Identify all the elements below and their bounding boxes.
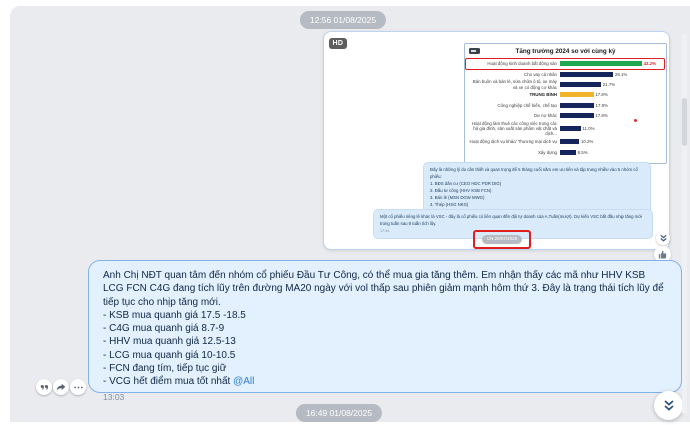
chart-value-label: 28.1% [614, 71, 628, 77]
red-annotation-box [473, 230, 531, 249]
chart-category-label: TRUNG BÌNH [529, 92, 557, 98]
chart-bar [560, 72, 613, 77]
chart-category-label: Hoạt động làm thuê các công việc trong các hộ gia đình, sản xuất sản phẩm vật chất và dịch... [471, 120, 557, 137]
chart-row [468, 69, 663, 79]
date-separator-embedded: CN 20/07/2025 [482, 235, 522, 245]
chart-value-label: 17.8% [595, 92, 608, 98]
message-line: - C4G mua quanh giá 8.7-9 [103, 323, 225, 335]
quote-button[interactable] [36, 379, 52, 395]
chart-bar [560, 61, 642, 66]
chart-value-label: 8.5% [577, 149, 588, 155]
embedded-list-item: 3. Bán lẻ (MSN DGW MWG) [430, 195, 485, 200]
chart-rows [468, 59, 663, 158]
embedded-bubble2-text: Một cổ phiếu riêng lẻ khác là VSC - đây là cổ phiếu có liên quan đến đội tự doanh của A.Tuấn(mượt). Dự kiến VSC bắt đầu nhịp tăng mới trong tuần sau 8 tuần tích lũy. [380, 214, 643, 226]
chart-category-label: Hoạt động dịch vụ khác/ Thương mại dịch vụ [469, 139, 557, 145]
message-bubble [88, 260, 682, 402]
chart-bar [560, 139, 579, 144]
chart-category-label: Bán buôn và bán lẻ, sửa chữa ô tô, xe máy và xe có động cơ khác [472, 79, 557, 90]
more-button[interactable] [70, 379, 86, 395]
chart-bar [560, 126, 581, 131]
chart-category-label: Xây dựng [537, 149, 557, 155]
chart-bar-track [560, 139, 661, 144]
forward-button[interactable] [53, 379, 69, 395]
embedded-list-item: 1. BĐS dân cư (CEO HDC PDR DIG) [430, 181, 502, 186]
message-lines [103, 309, 667, 389]
more-icon [74, 386, 83, 389]
chart-bar [560, 113, 594, 118]
chart-bar-track [560, 103, 661, 108]
message-line: - KSB mua quanh giá 17.5 -18.5 [103, 309, 246, 321]
chart-bar-track [560, 61, 661, 66]
message-line: - HHV mua quanh giá 12.5-13 [103, 336, 236, 348]
chart-title: Tăng trưởng 2024 so với cùng kỳ [515, 48, 616, 55]
message-line: - FCN đang tím, tiếp tục giữ [103, 363, 227, 375]
chart-category-label: Công nghiệp chế biến, chế tạo [497, 102, 557, 108]
date-separator-bottom: 16:49 01/08/2025 [296, 404, 382, 422]
scrollbar-thumb[interactable] [682, 98, 687, 146]
chart-row [468, 137, 663, 147]
chart-bar [560, 103, 594, 108]
message-paragraph: Anh Chị NĐT quan tâm đến nhóm cổ phiếu Đầu Tư Công, có thể mua gia tăng thêm. Em nhận thấy các mã như HHV KSB LCG FCN C4G đang tích lũy trên đường MA20 ngày với vol thấp sau phiên giảm mạnh hôm thứ 3. Đây là trạng thái tích lũy để tiếp tục cho nhịp tăng mới. [103, 270, 664, 308]
chart-bar [560, 150, 576, 155]
forward-icon [56, 383, 66, 391]
scroll-to-bottom-button[interactable] [654, 391, 683, 420]
chart-bar-track [560, 82, 661, 87]
double-chevron-down-icon [662, 399, 676, 412]
chart-row [468, 147, 663, 157]
chart-row [468, 90, 663, 100]
embedded-list-item: 2. Đầu tư công (HHV KSB FCN) [430, 188, 492, 193]
chart-category-label: Cho vay cá nhân [524, 71, 557, 77]
chart-logo-badge [469, 48, 480, 54]
chart-bar [560, 92, 594, 97]
date-separator-top: 12:56 01/08/2025 [300, 11, 386, 29]
chart-row [468, 79, 663, 89]
embedded-bubble2-time: 17:44 [380, 229, 390, 233]
embedded-image-message[interactable] [323, 31, 670, 250]
chart-value-label: 21.7% [602, 82, 616, 88]
chart-category-label: Dư nợ khác [533, 113, 557, 119]
red-dot-annotation [634, 119, 637, 122]
thumbs-up-icon [657, 249, 668, 260]
chart-bar-track [560, 126, 661, 131]
message-line: - VCG hết điểm mua tốt nhất @All [103, 376, 255, 388]
chart-category-label: Hoạt động kinh doanh bất động sản [487, 61, 557, 67]
hd-quality-badge: HD [329, 38, 347, 49]
message-line: - LCG mua quanh giá 10-10.5 [103, 349, 236, 361]
collapse-button[interactable] [656, 231, 670, 245]
chart-bar [560, 82, 601, 87]
growth-bar-chart [464, 43, 667, 164]
chart-bar-track [560, 92, 661, 97]
quote-icon [40, 384, 49, 391]
mention-all[interactable]: @All [233, 376, 255, 388]
chart-value-label: 11.0% [582, 126, 595, 132]
chart-value-label: 10.2% [580, 139, 594, 145]
chart-value-label: 43.2% [643, 61, 657, 67]
embedded-bubble1-intro: Đây là những lý do cần thiết và quan trọng để 6 tháng cuối năm em ưu tiên và tập trung nhiều vào 5 nhóm cổ phiếu: [430, 167, 638, 179]
chart-row [468, 59, 663, 69]
scrollbar-track [682, 34, 687, 414]
chart-row [468, 100, 663, 110]
chart-bar-track [560, 72, 661, 77]
chart-value-label: 17.8% [595, 113, 608, 119]
message-time: 13:03 [103, 391, 125, 402]
chart-value-label: 17.9% [595, 102, 608, 108]
embedded-list-item: 4. Thép (HSG NKG) [430, 202, 469, 207]
chart-row [468, 121, 663, 137]
chart-bar-track [560, 113, 661, 118]
chart-bar-track [560, 150, 661, 155]
double-chevron-down-icon [659, 234, 668, 243]
